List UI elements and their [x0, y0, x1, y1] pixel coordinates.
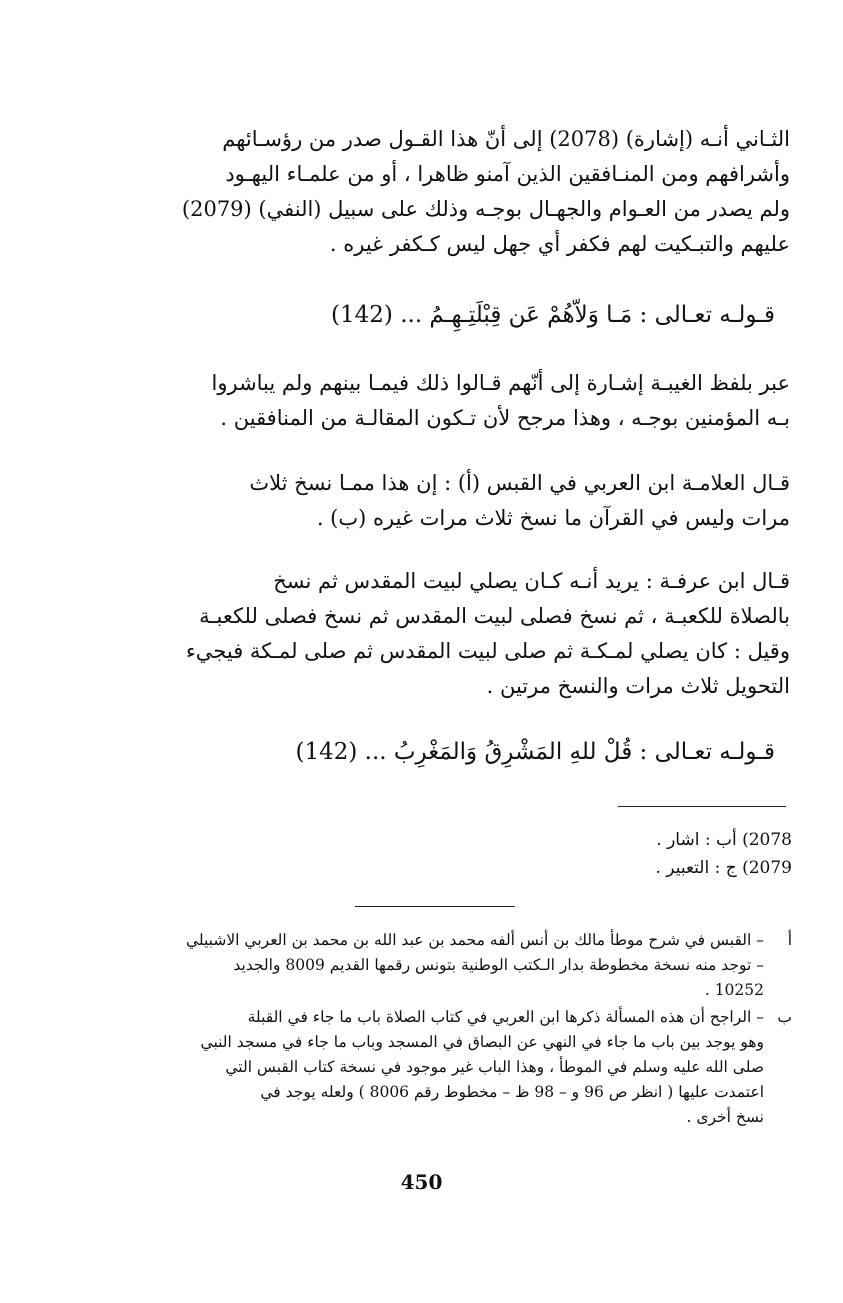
paragraph-line: وقيل : كان يصلي لمـكـة ثم صلى لبيت المقدس ثم صلى لمـكة فيجيء: [185, 639, 790, 663]
paragraph-line: عليهم والتبـكيت لهم فكفر أي جهل ليس كـكفر غيره .: [329, 232, 790, 256]
paragraph-line: عبر بلفظ الغيبـة إشـارة إلى أنّهم قـالوا ذلك فيمـا بينهم ولم يباشروا: [211, 371, 790, 395]
paragraph-line: بـه المؤمنين بوجـه ، وهذا مرجح لأن تـكون المقالـة من المنافقين .: [220, 406, 790, 430]
paragraph-line: بالصلاة للكعبـة ، ثم نسخ فصلى لبيت المقدس ثم نسخ فصلى للكعبـة: [199, 604, 790, 628]
verse-heading-1: [215, 298, 775, 333]
note-line: صلى الله عليه وسلم في الموطأ ، وهذا الباب غير موجود في نسخة كتاب القبس التي: [225, 1058, 764, 1076]
paragraph-line: التحويل ثلاث مرات والنسخ مرتين .: [486, 674, 790, 698]
note-line: نسخ أخرى .: [686, 1108, 764, 1126]
paragraph-line: الثـاني أنـه (إشارة) (2078) إلى أنّ هذا القـول صدر من رؤسـائهم: [222, 127, 790, 151]
paragraph-line: قـال ابن عرفـة : يريد أنـه كـان يصلي لبيت المقدس ثم نسخ: [273, 569, 790, 593]
verse-heading-text: قـولـه تعـالى : قُلْ للهِ المَشْرِقُ وَالمَغْرِبُ ... (142): [295, 739, 775, 765]
paragraph-line: قـال العلامـة ابن العربي في القبس (أ) : إن هذا ممـا نسخ ثلاث: [249, 471, 790, 495]
note-line: – توجد منه نسخة مخطوطة بدار الـكتب الوطنية بتونس رقمها القديم 8009 والجديد: [233, 956, 764, 974]
editor-notes: [112, 928, 792, 1130]
paragraph-3: [115, 466, 790, 536]
verse-heading-text: قـولـه تعـالى : مَـا وَلاّهُمْ عَن قِبْلَتِـهِـمُ ... (142): [331, 302, 775, 328]
note-body: [112, 928, 764, 1003]
footnote-2079: 2079) ج : التعبير .: [655, 858, 792, 878]
paragraph-4: [115, 564, 790, 704]
footnote-2078: 2078) أب : اشار .: [656, 830, 792, 850]
note-line: – القبس في شرح موطأ مالك بن أنس ألفه محمد بن عبد الله بن محمد بن العربي الاشبيلي: [185, 931, 764, 949]
note-line: – الراجح أن هذه المسألة ذكرها ابن العربي في كتاب الصلاة باب ما جاء في القبلة: [247, 1008, 764, 1026]
note-line: 10252 .: [704, 981, 764, 999]
paragraph-2: [115, 366, 790, 436]
note-body: [112, 1005, 764, 1130]
notes-rule: [355, 906, 515, 907]
note-line: اعتمدت عليها ( انظر ص 96 و – 98 ظ – مخطوط رقم 8006 ) ولعله يوجد في: [260, 1083, 764, 1101]
footnote-rule: [618, 806, 786, 807]
page-number: 450: [400, 1170, 443, 1194]
note-ba: [112, 1005, 792, 1130]
paragraph-line: وأشرافهم ومن المنـافقين الذين آمنو ظاهرا ، أو من علمـاء اليهـود: [225, 162, 790, 186]
paragraph-line: مرات وليس في القرآن ما نسخ ثلاث مرات غيره (ب) .: [316, 506, 790, 530]
paragraph-1: [115, 122, 790, 262]
note-mark: أ: [787, 931, 792, 949]
paragraph-line: ولم يصدر من العـوام والجهـال بوجـه وذلك على سبيل (النفي) (2079): [181, 197, 790, 221]
note-line: وهو يوجد بين باب ما جاء في النهي عن البصاق في المسجد وباب ما جاء في مسجد النبي: [200, 1033, 764, 1051]
note-mark: ب: [777, 1008, 792, 1026]
verse-heading-2: [215, 735, 775, 770]
apparatus-footnotes: [112, 826, 792, 882]
note-alif: [112, 928, 792, 1003]
